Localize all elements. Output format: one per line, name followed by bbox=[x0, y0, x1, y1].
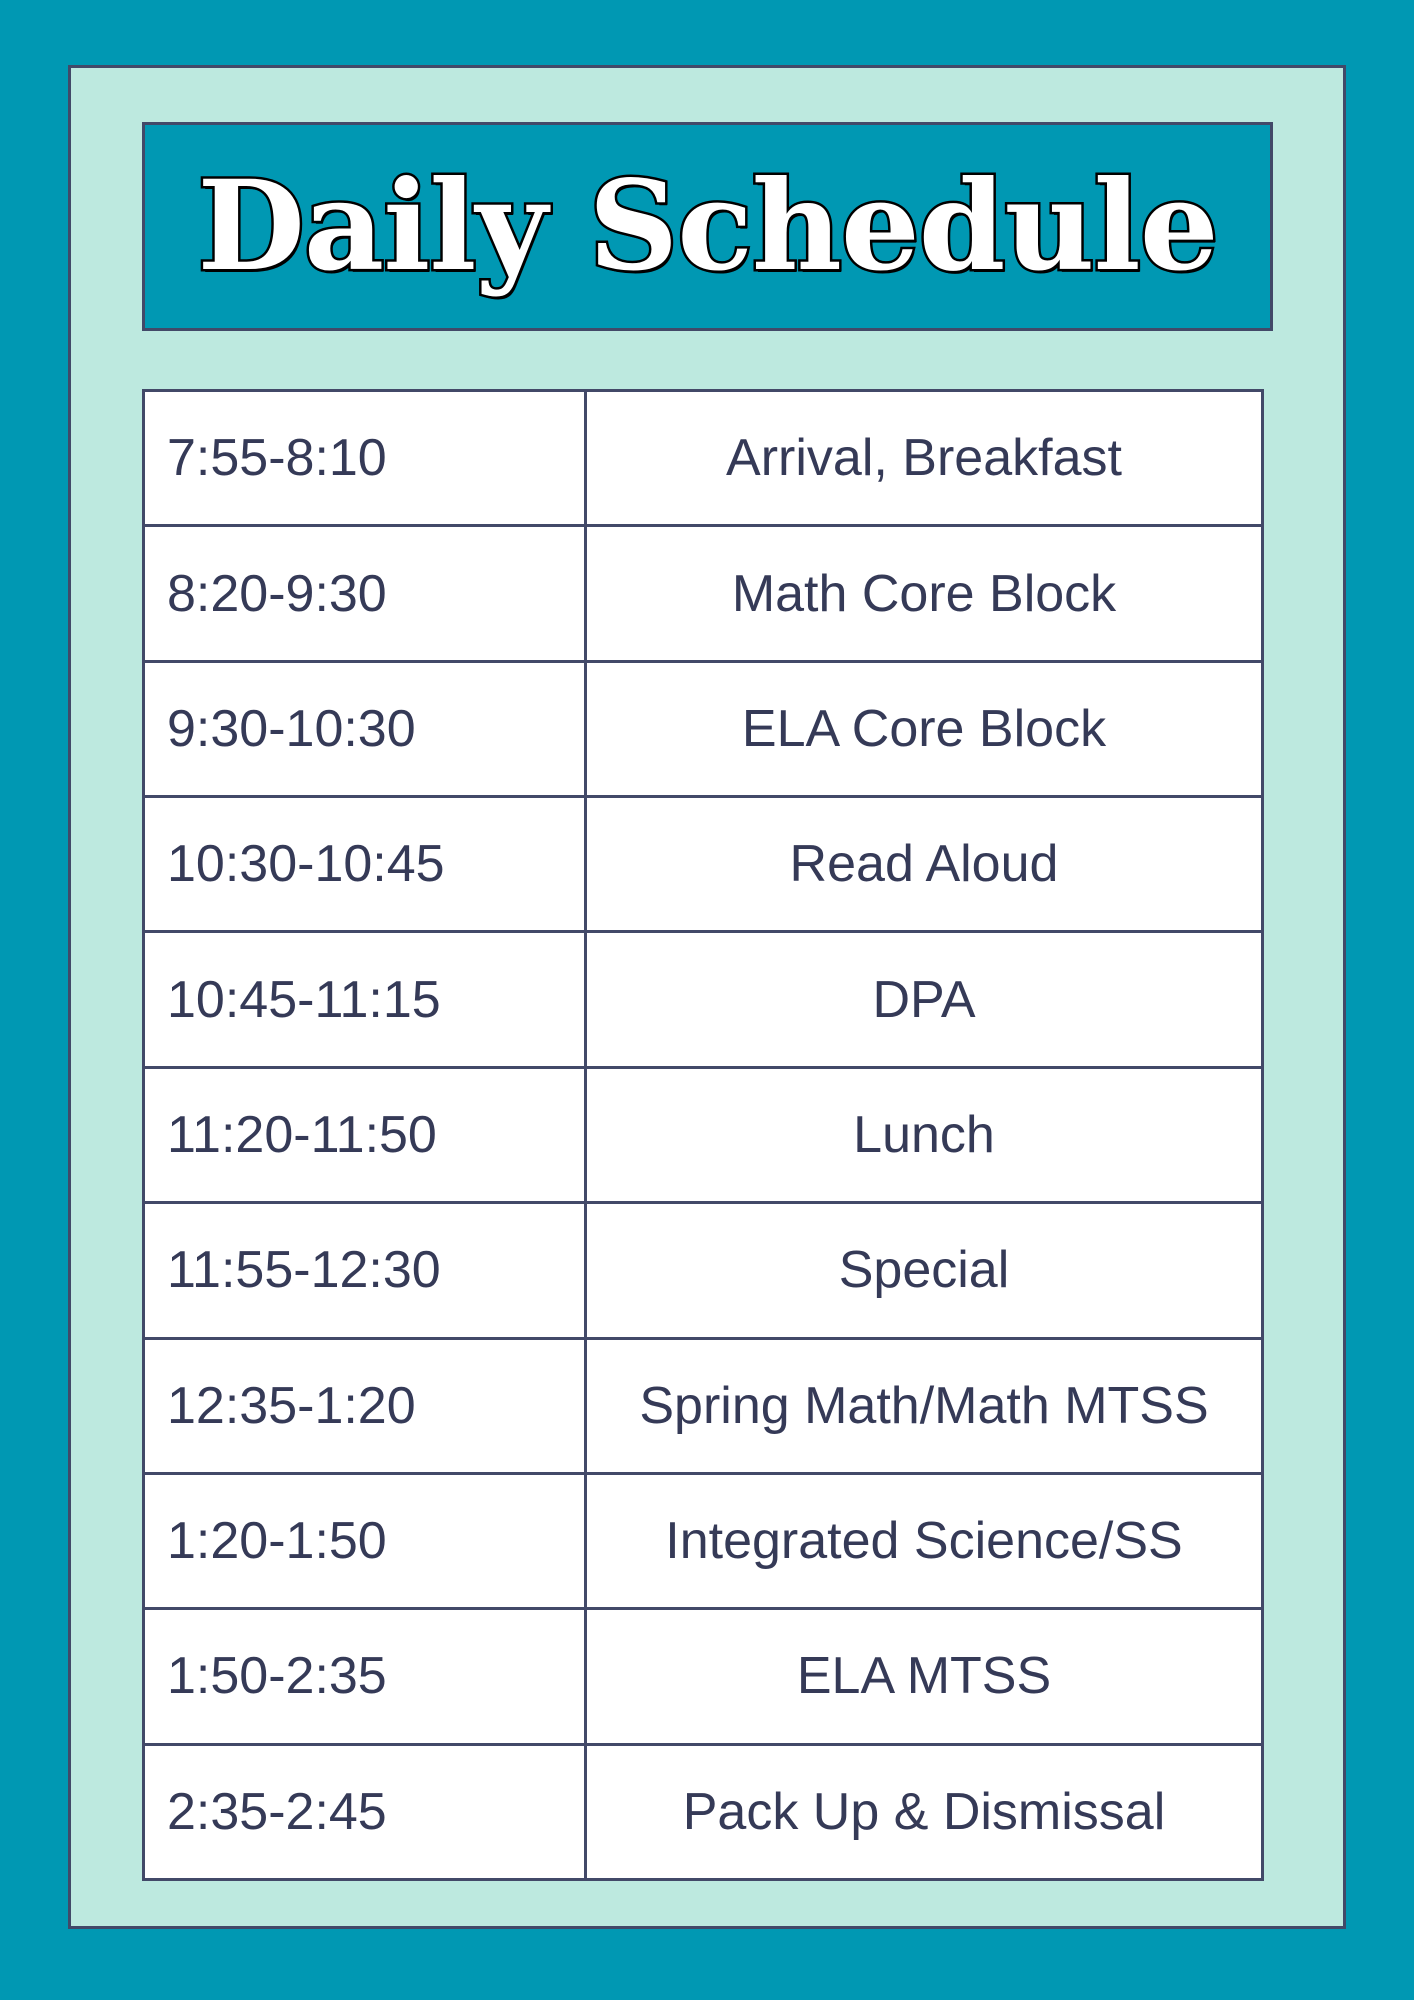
time-cell: 11:55-12:30 bbox=[145, 1204, 587, 1336]
time-cell: 9:30-10:30 bbox=[145, 663, 587, 795]
page-title: Daily Schedule bbox=[197, 153, 1218, 299]
time-cell: 10:30-10:45 bbox=[145, 798, 587, 930]
table-row bbox=[145, 1475, 1261, 1610]
table-row bbox=[145, 1340, 1261, 1475]
schedule-table bbox=[142, 389, 1264, 1881]
table-row bbox=[145, 1204, 1261, 1339]
table-row bbox=[145, 933, 1261, 1068]
table-row bbox=[145, 1069, 1261, 1204]
activity-cell: Pack Up & Dismissal bbox=[682, 1782, 1166, 1841]
activity-cell: DPA bbox=[872, 970, 976, 1029]
table-row bbox=[145, 527, 1261, 662]
activity-cell: Spring Math/Math MTSS bbox=[639, 1376, 1209, 1435]
activity-cell: ELA MTSS bbox=[796, 1647, 1052, 1706]
activity-cell: Lunch bbox=[853, 1105, 995, 1164]
table-row bbox=[145, 798, 1261, 933]
time-cell: 12:35-1:20 bbox=[145, 1340, 587, 1472]
time-cell: 1:50-2:35 bbox=[145, 1610, 587, 1742]
activity-cell: Integrated Science/SS bbox=[665, 1512, 1183, 1571]
activity-cell: Special bbox=[838, 1241, 1010, 1300]
activity-cell: Math Core Block bbox=[731, 564, 1117, 623]
table-row bbox=[145, 1746, 1261, 1878]
time-cell: 2:35-2:45 bbox=[145, 1746, 587, 1878]
time-cell: 11:20-11:50 bbox=[145, 1069, 587, 1201]
activity-cell: ELA Core Block bbox=[741, 699, 1107, 758]
time-cell: 8:20-9:30 bbox=[145, 527, 587, 659]
time-cell: 10:45-11:15 bbox=[145, 933, 587, 1065]
title-banner bbox=[142, 122, 1273, 331]
activity-cell: Read Aloud bbox=[789, 835, 1059, 894]
activity-cell: Arrival, Breakfast bbox=[726, 429, 1122, 488]
table-row bbox=[145, 663, 1261, 798]
table-row bbox=[145, 1610, 1261, 1745]
time-cell: 7:55-8:10 bbox=[145, 392, 587, 524]
time-cell: 1:20-1:50 bbox=[145, 1475, 587, 1607]
table-row bbox=[145, 392, 1261, 527]
